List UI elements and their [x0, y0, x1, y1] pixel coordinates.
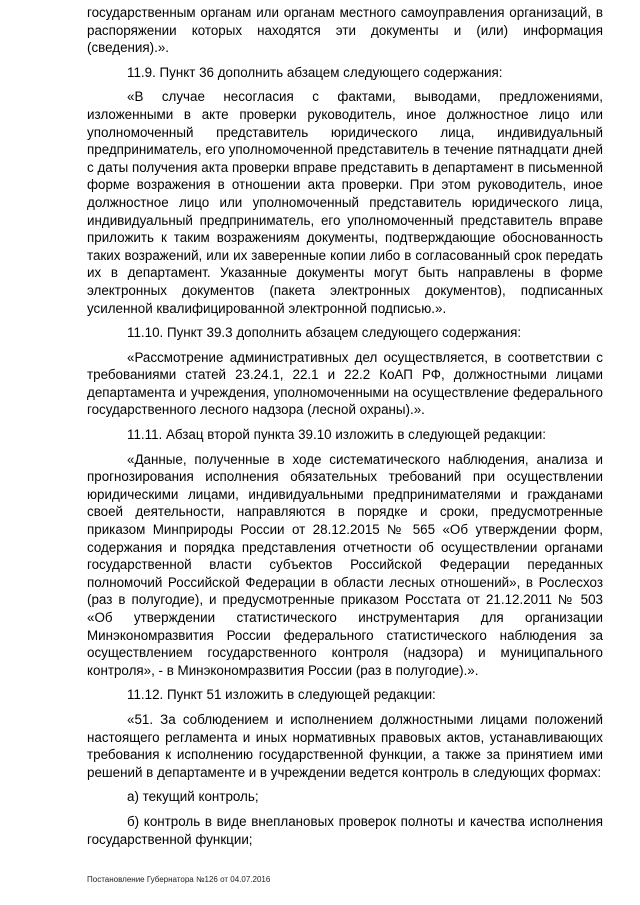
paragraph-item-11-12: 11.12. Пункт 51 изложить в следующей редакции:: [127, 687, 436, 703]
paragraph-quote-monitoring-data: «Данные, полученные в ходе систематического наблюдения, анализа и прогнозирования исполнения обязательных требований при осуществлении юридическими лицами, индивидуальными предпринимателями и гражданами своей деятельности, направляются в порядке и сроки, предусмотренные приказом Минприроды России от 28.12.2015 № 565 «Об утверждении форм, содержания и порядка представления отчетности об осуществлении органами государственной власти субъектов Российской Федерации переданных полномочий Российской Федерации в области лесных отношений», в Рослесхоз (раз в полугодие), и предусмотренные приказом Росстата от 21.12.2011 № 503 «Об утверждении статистического инструментария для организации Минэкономразвития России федерального статистического наблюдения за осуществлением государственного контроля (надзора) и муниципального контроля», - в Минэкономразвития России (раз в полугодие).».: [87, 451, 603, 678]
paragraph-continuation: государственным органам или органам местного самоуправления организаций, в распоряжении которых находятся эти документы и (или) информация (сведения).».: [87, 5, 603, 56]
paragraph-item-11-11: 11.11. Абзац второй пункта 39.10 изложить в следующей редакции:: [127, 427, 546, 443]
paragraph-quote-control: «51. За соблюдением и исполнением должностными лицами положений настоящего регламента и иных нормативных правовых актов, устанавливающих требования к исполнению государственной функции, а также за принятием ими решений в департаменте и в учреждении ведется контроль в следующих формах:: [87, 711, 603, 780]
paragraph-list-item-a: а) текущий контроль;: [127, 789, 259, 805]
paragraph-item-11-9: 11.9. Пункт 36 дополнить абзацем следующего содержания:: [127, 64, 503, 80]
document-page: [87, 4, 603, 848]
paragraph-item-11-10: 11.10. Пункт 39.3 дополнить абзацем следующего содержания:: [127, 325, 522, 341]
paragraph-quote-objections: «В случае несогласия с фактами, выводами, предложениями, изложенными в акте проверки руководитель, иное должностное лицо или уполномоченный представитель юридического лица, индивидуальный предприниматель, его уполномоченной представитель в течение пятнадцати дней с даты получения акта проверки вправе представить в департамент в письменной форме возражения в отношении акта проверки. При этом руководитель, иное должностное лицо или уполномоченный представитель юридического лица, индивидуальный предприниматель, его уполномоченный представитель вправе приложить к таким возражениям документы, подтверждающие обоснованность таких возражений, или их заверенные копии либо в согласованный срок передать их в департамент. Указанные документы могут быть направлены в форме электронных документов (пакета электронных документов), подписанных усиленной квалифицированной электронной подписью.».: [87, 89, 603, 316]
page-footer: Постановление Губернатора №126 от 04.07.2016: [87, 875, 271, 884]
paragraph-list-item-b: б) контроль в виде внеплановых проверок полноты и качества исполнения государственной функции;: [87, 813, 603, 847]
paragraph-quote-administrative-cases: «Рассмотрение административных дел осуществляется, в соответствии с требованиями статей 23.24.1, 22.1 и 22.2 КоАП РФ, должностными лицами департамента и учреждения, уполномоченными на осуществление федерального государственного лесного надзора (лесной охраны).».: [87, 349, 603, 418]
